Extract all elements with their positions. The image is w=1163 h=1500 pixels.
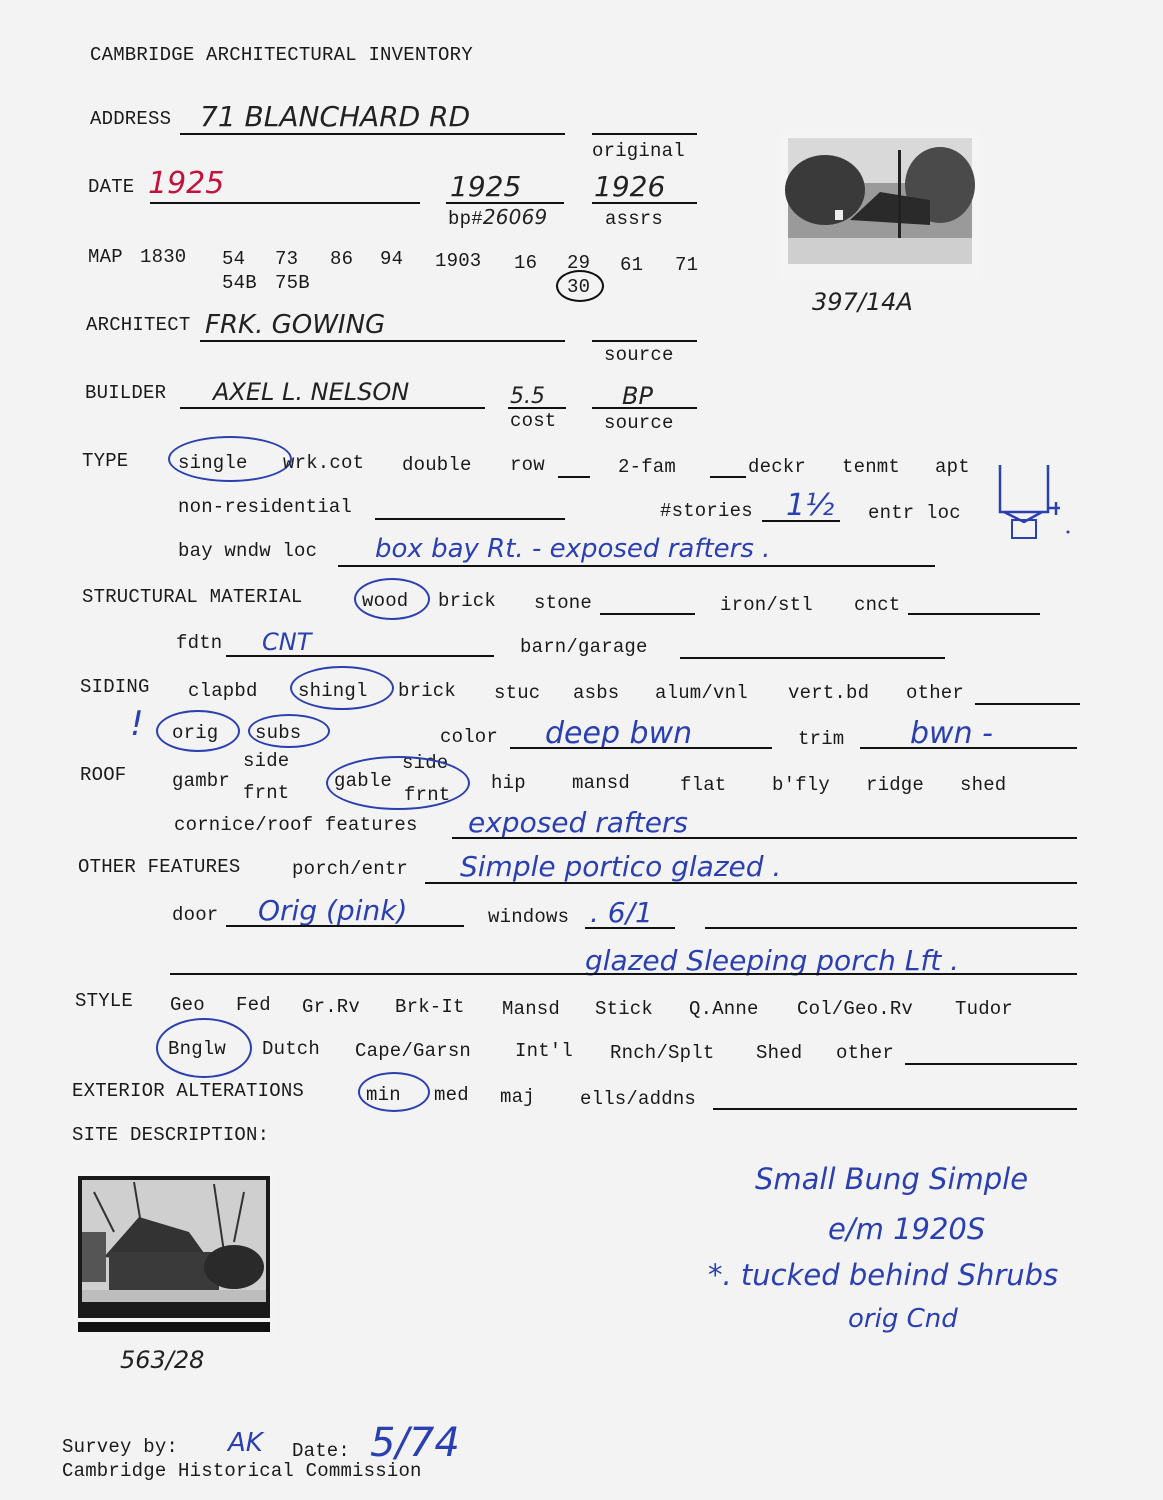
bay-line [338, 565, 935, 567]
bottom-photo-ref: 563/28 [120, 1346, 205, 1374]
style-geo: Geo [170, 994, 205, 1016]
roof-gable-circle [326, 756, 470, 810]
roof-shed: shed [960, 774, 1007, 796]
bp-number: 26069 [482, 205, 548, 229]
map-54b: 54B [222, 272, 257, 294]
map-1830: 1830 [140, 246, 187, 268]
bp-year: 1925 [450, 170, 522, 203]
siding-clapbd: clapbd [188, 680, 258, 702]
porch-line [425, 882, 1077, 884]
type-wrkcot: wrk.cot [283, 452, 365, 474]
top-photo-ref: 397/14A [812, 288, 913, 316]
builder-value: AXEL L. NELSON [213, 378, 410, 406]
row-line [558, 476, 590, 478]
alt-ellsaddns: ells/addns [580, 1088, 697, 1110]
barn-line [680, 657, 945, 659]
alt-min: min [366, 1084, 401, 1106]
map-29: 29 [567, 252, 591, 274]
roof-label: ROOF [80, 764, 127, 786]
other-features-label: OTHER FEATURES [78, 856, 241, 878]
siding-stuc: stuc [494, 682, 541, 704]
style-dutch: Dutch [262, 1038, 321, 1060]
bay-label: bay wndw loc [178, 540, 318, 562]
siding-other: other [906, 682, 965, 704]
style-shed: Shed [756, 1042, 803, 1064]
alt-med: med [434, 1084, 469, 1106]
architect-source-line [592, 340, 697, 342]
entr-loc-label: entr loc [868, 502, 961, 524]
stories-value: 1½ [786, 488, 835, 523]
windows-line [585, 927, 675, 929]
cornice-label: cornice/roof features [174, 814, 418, 836]
siding-shingl-circle [290, 666, 394, 710]
type-apt: apt [935, 456, 970, 478]
address-label: ADDRESS [90, 108, 172, 130]
map-71: 71 [675, 254, 699, 276]
house-photo-top [780, 130, 980, 280]
stories-line [762, 520, 840, 522]
type-deckr: deckr [748, 456, 807, 478]
site-note-3: *. tucked behind Shrubs [708, 1258, 1059, 1292]
site-note-1: Small Bung Simple [755, 1162, 1029, 1196]
form-title: CAMBRIDGE ARCHITECTURAL INVENTORY [90, 44, 473, 66]
type-label: TYPE [82, 450, 129, 472]
barn-label: barn/garage [520, 636, 648, 658]
siding-label: SIDING [80, 676, 150, 698]
style-brkit: Brk-It [395, 996, 465, 1018]
siding-subs-circle [248, 714, 330, 748]
architect-line [200, 340, 565, 342]
builder-label: BUILDER [85, 382, 167, 404]
map-54: 54 [222, 248, 246, 270]
siding-mark: ! [130, 704, 144, 744]
address-line [180, 133, 565, 135]
cost-label: cost [510, 410, 557, 432]
type-single-circle [168, 436, 292, 482]
struct-wood: wood [362, 590, 409, 612]
cnct-line [908, 613, 1040, 615]
style-grrv: Gr.Rv [302, 996, 361, 1018]
roof-gable-frnt: frnt [404, 784, 451, 806]
fdtn-value: CNT [262, 628, 312, 656]
color-line [510, 747, 772, 749]
footer-date-label: Date: [292, 1440, 351, 1462]
door-label: door [172, 904, 219, 926]
original-label: original [592, 140, 685, 162]
struct-brick: brick [438, 590, 497, 612]
builder-source-line [592, 407, 697, 409]
date-value: 1925 [148, 166, 225, 201]
style-colgeorv: Col/Geo.Rv [797, 998, 914, 1020]
type-single: single [178, 452, 248, 474]
trim-value: bwn - [910, 716, 993, 751]
architect-source-label: source [604, 344, 674, 366]
style-intl: Int'l [515, 1040, 574, 1062]
structural-label: STRUCTURAL MATERIAL [82, 586, 303, 608]
footer-date-value: 5/74 [370, 1420, 460, 1466]
color-label: color [440, 726, 499, 748]
siding-brick: brick [398, 680, 457, 702]
struct-cnct: cnct [854, 594, 901, 616]
map-label: MAP [88, 246, 123, 268]
type-double: double [402, 454, 472, 476]
style-qanne: Q.Anne [689, 998, 759, 1020]
alt-line [713, 1108, 1077, 1110]
architect-value: FRK. GOWING [205, 310, 386, 340]
style-fed: Fed [236, 994, 271, 1016]
door-value: Orig (pink) [258, 894, 408, 927]
siding-other-line [975, 703, 1080, 705]
style-rnchsplt: Rnch/Splt [610, 1042, 715, 1064]
siding-orig-circle [156, 710, 240, 752]
site-note-4: orig Cnd [848, 1304, 958, 1334]
roof-gambr: gambr [172, 770, 231, 792]
style-stick: Stick [595, 998, 654, 1020]
style-capegarsn: Cape/Garsn [355, 1040, 472, 1062]
house-photo-bottom [74, 1172, 274, 1338]
roof-hip: hip [491, 772, 526, 794]
extra-feature-value: glazed Sleeping porch Lft . [585, 944, 959, 977]
survey-label: Survey by: [62, 1436, 179, 1458]
type-row: row [510, 454, 545, 476]
map-30: 30 [567, 276, 591, 298]
cornice-value: exposed rafters [468, 806, 689, 839]
alt-min-circle [358, 1072, 430, 1112]
windows-value: . 6/1 [590, 896, 653, 929]
struct-iron: iron/stl [720, 594, 813, 616]
nonres-line [375, 518, 565, 520]
map-75b: 75B [275, 272, 310, 294]
roof-bfly: b'fly [772, 774, 831, 796]
color-value: deep bwn [545, 716, 693, 751]
map-16: 16 [514, 252, 538, 274]
cornice-line [452, 837, 1077, 839]
fdtn-label: fdtn [176, 632, 223, 654]
type-2fam: 2-fam [618, 456, 677, 478]
site-label: SITE DESCRIPTION: [72, 1124, 270, 1146]
builder-line [180, 407, 485, 409]
map-73: 73 [275, 248, 299, 270]
door-line [226, 925, 464, 927]
roof-mansd: mansd [572, 772, 631, 794]
trim-line [860, 747, 1077, 749]
style-bnglw: Bnglw [168, 1038, 227, 1060]
site-note-2: e/m 1920S [828, 1212, 986, 1246]
roof-gable: gable [334, 770, 393, 792]
porch-value: Simple portico glazed . [460, 850, 782, 883]
siding-vertbd: vert.bd [788, 682, 870, 704]
siding-subs: subs [255, 722, 302, 744]
bay-value: box bay Rt. - exposed rafters . [375, 534, 771, 564]
map-1903: 1903 [435, 250, 482, 272]
struct-stone: stone [534, 592, 593, 614]
map-86: 86 [330, 248, 354, 270]
deckr-line [710, 476, 746, 478]
trim-label: trim [798, 728, 845, 750]
siding-shingl: shingl [298, 680, 368, 702]
siding-orig: orig [172, 722, 219, 744]
map-30-circle [556, 270, 604, 302]
roof-gambr-side: side [243, 750, 290, 772]
roof-gambr-frnt: frnt [243, 782, 290, 804]
porch-label: porch/entr [292, 858, 409, 880]
entr-loc-sketch-icon [990, 460, 1070, 540]
assrs-line [592, 202, 697, 204]
assrs-label: assrs [605, 208, 664, 230]
map-61: 61 [620, 254, 644, 276]
stone-line [600, 613, 695, 615]
commission-label: Cambridge Historical Commission [62, 1460, 422, 1482]
cost-value: 5.5 [510, 384, 545, 409]
type-tenmt: tenmt [842, 456, 901, 478]
date-label: DATE [88, 176, 135, 198]
struct-wood-circle [354, 578, 430, 620]
fdtn-line [226, 655, 494, 657]
address-value: 71 BLANCHARD RD [200, 100, 471, 133]
windows-line-2 [705, 927, 1077, 929]
cost-line [508, 407, 566, 409]
nonres-label: non-residential [178, 496, 353, 518]
survey-value: AK [228, 1428, 263, 1458]
roof-ridge: ridge [866, 774, 925, 796]
alt-maj: maj [500, 1086, 535, 1108]
windows-label: windows [488, 906, 570, 928]
roof-flat: flat [680, 774, 727, 796]
roof-gable-side: side [402, 752, 449, 774]
style-tudor: Tudor [955, 998, 1014, 1020]
stories-label: #stories [660, 500, 753, 522]
builder-source-value: BP [622, 382, 653, 410]
alterations-label: EXTERIOR ALTERATIONS [72, 1080, 305, 1102]
style-label: STYLE [75, 990, 134, 1012]
siding-alumvnl: alum/vnl [655, 682, 748, 704]
siding-asbs: asbs [573, 682, 620, 704]
map-94: 94 [380, 248, 404, 270]
date-line [150, 202, 420, 204]
assrs-year: 1926 [594, 170, 666, 203]
style-bnglw-circle [156, 1018, 252, 1078]
builder-source-label: source [604, 412, 674, 434]
original-line [592, 133, 697, 135]
bp-line [446, 202, 564, 204]
extra-feature-line [170, 973, 1077, 975]
bp-label: bp# [448, 208, 483, 230]
style-mansd: Mansd [502, 998, 561, 1020]
style-other: other [836, 1042, 895, 1064]
architect-label: ARCHITECT [86, 314, 191, 336]
style-other-line [905, 1063, 1077, 1065]
